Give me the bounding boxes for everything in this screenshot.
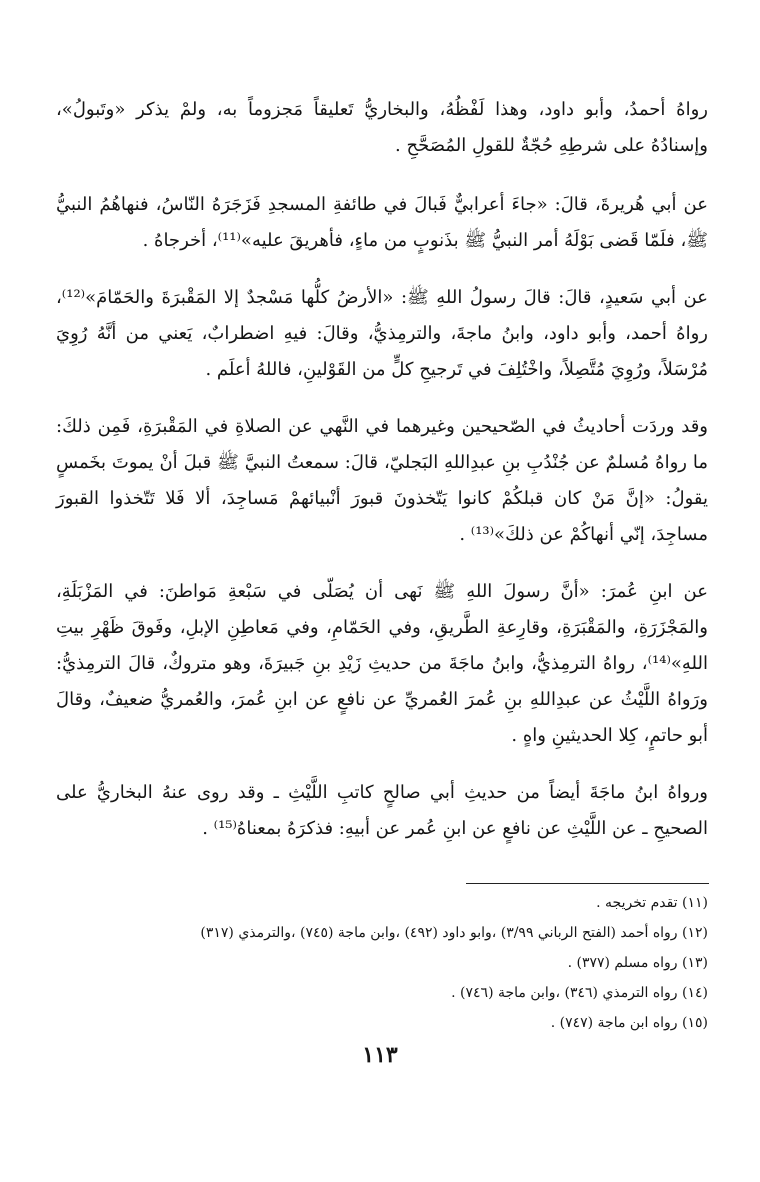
footnote-12: (١٢) رواه أحمد (الفتح الرباني ٣/٩٩) ،وابو داود (٤٩٢) ،وابن ماجة (٧٤٥) ،والترمذي (٣١٧)	[200, 925, 708, 941]
footnote-14: (١٤) رواه الترمذي (٣٤٦) ،وابن ماجة (٧٤٦) .	[451, 985, 708, 1001]
footnote-13: (١٣) رواه مسلم (٣٧٧) .	[567, 955, 708, 971]
paragraph-5: عن ابنِ عُمرَ: «أنَّ رسولَ اللهِ ﷺ نَهى أن يُصَلّى في سَبْعةِ مَواطنَ: في المَزْبَلَةِ، والمَجْزَرَةِ، والمَقْبَرَةِ، وقارِعةِ الطَّريقِ، وفي الحَمّامِ، وفي مَعاطِنِ الإبلِ، وفَوقَ ظَهْرِ بيتِ اللهِ»⁽¹⁴⁾، رواهُ الترمِذيُّ، وابنُ ماجَةَ من حديثِ زَيْدِ بنِ جَبيرَةَ، وهو متروكٌ، قالَ الترمِذيُّ: ورَواهُ اللَّيْثُ عن عبدِاللهِ بنِ عُمرَ العُمريِّ عن نافعٍ عن ابنِ عُمرَ، والعُمريُّ ضعيفٌ، وقالَ أبو حاتمٍ، كِلا الحديثينِ واهٍ .	[56, 581, 709, 746]
page-number: ١١٣	[362, 1042, 398, 1068]
paragraph-6: ورواهُ ابنُ ماجَةَ أيضاً من حديثِ أبي صالحٍ كاتبِ اللَّيْثِ ـ وقد روى عنهُ البخاريُّ على الصحيحِ ـ عن اللَّيْثِ عن نافعٍ عن ابنِ عُمر عن أبيهِ: فذكرَهُ بمعناهُ⁽¹⁵⁾ .	[56, 782, 708, 839]
paragraph-1: رواهُ أحمدُ، وأبو داود، وهذا لَفْظُهُ، والبخاريُّ تَعليقاً مَجزوماً به، ولمْ يذكر «وتَبولُ»، وإسنادُهُ على شرطِهِ حُجّةٌ للقولِ المُصَحَّحِ .	[56, 99, 708, 156]
footnote-11: (١١) تقدم تخريجه .	[596, 895, 708, 911]
footnote-15: (١٥) رواه ابن ماجة (٧٤٧) .	[550, 1015, 708, 1031]
paragraph-4: وقد وردَت أحاديثُ في الصّحيحين وغيرهما في النَّهي عن الصلاةِ في المَقْبرَةِ، فَمِن ذلكَ: ما رواهُ مُسلمٌ عن جُنْدُبِ بنِ عبدِاللهِ البَجليّ، قالَ: سمعتُ النبيَّ ﷺ قبلَ أنْ يموتَ بخَمسٍ يقولُ: «إنَّ مَنْ كان قبلكُمْ كانوا يَتّخذونَ قبورَ أنْبيائهمْ مَساجِدَ، ألا فَلا تَتّخذوا القبورَ مساجِدَ، إنّي أنهاكُمْ عن ذلكَ»⁽¹³⁾ .	[56, 416, 708, 545]
main-text	[56, 92, 708, 847]
footnote-divider	[466, 883, 709, 884]
footnotes	[56, 888, 708, 1038]
paragraph-2: عن أبي هُريرةَ، قالَ: «جاءَ أعرابيٌّ فَبالَ في طائفةِ المسجدِ فَزَجَرَهُ النّاسُ، فنهاهُمُ النبيُّ ﷺ، فلَمّا قَضى بَوْلَهُ أمر النبيُّ ﷺ بذَنوبٍ من ماءٍ، فأهريقَ عليه»⁽¹¹⁾، أخرجاهُ .	[56, 194, 708, 251]
paragraph-3: عن أبي سَعيدٍ، قالَ: قالَ رسولُ اللهِ ﷺ: «الأرضُ كلُّها مَسْجدٌ إلا المَقْبرَةَ والحَمّامَ»⁽¹²⁾، رواهُ أحمد، وأبو داود، وابنُ ماجةَ، والترمِذيُّ، وقالَ: فيهِ اضطرابٌ، يَعني من أنَّهُ رُوِيَ مُرْسَلاً، ورُوِيَ مُتَّصِلاً، واخْتُلِفَ في تَرجيحِ كلٍّ من القَوْلينِ، فاللهُ أعلَم .	[56, 287, 708, 380]
